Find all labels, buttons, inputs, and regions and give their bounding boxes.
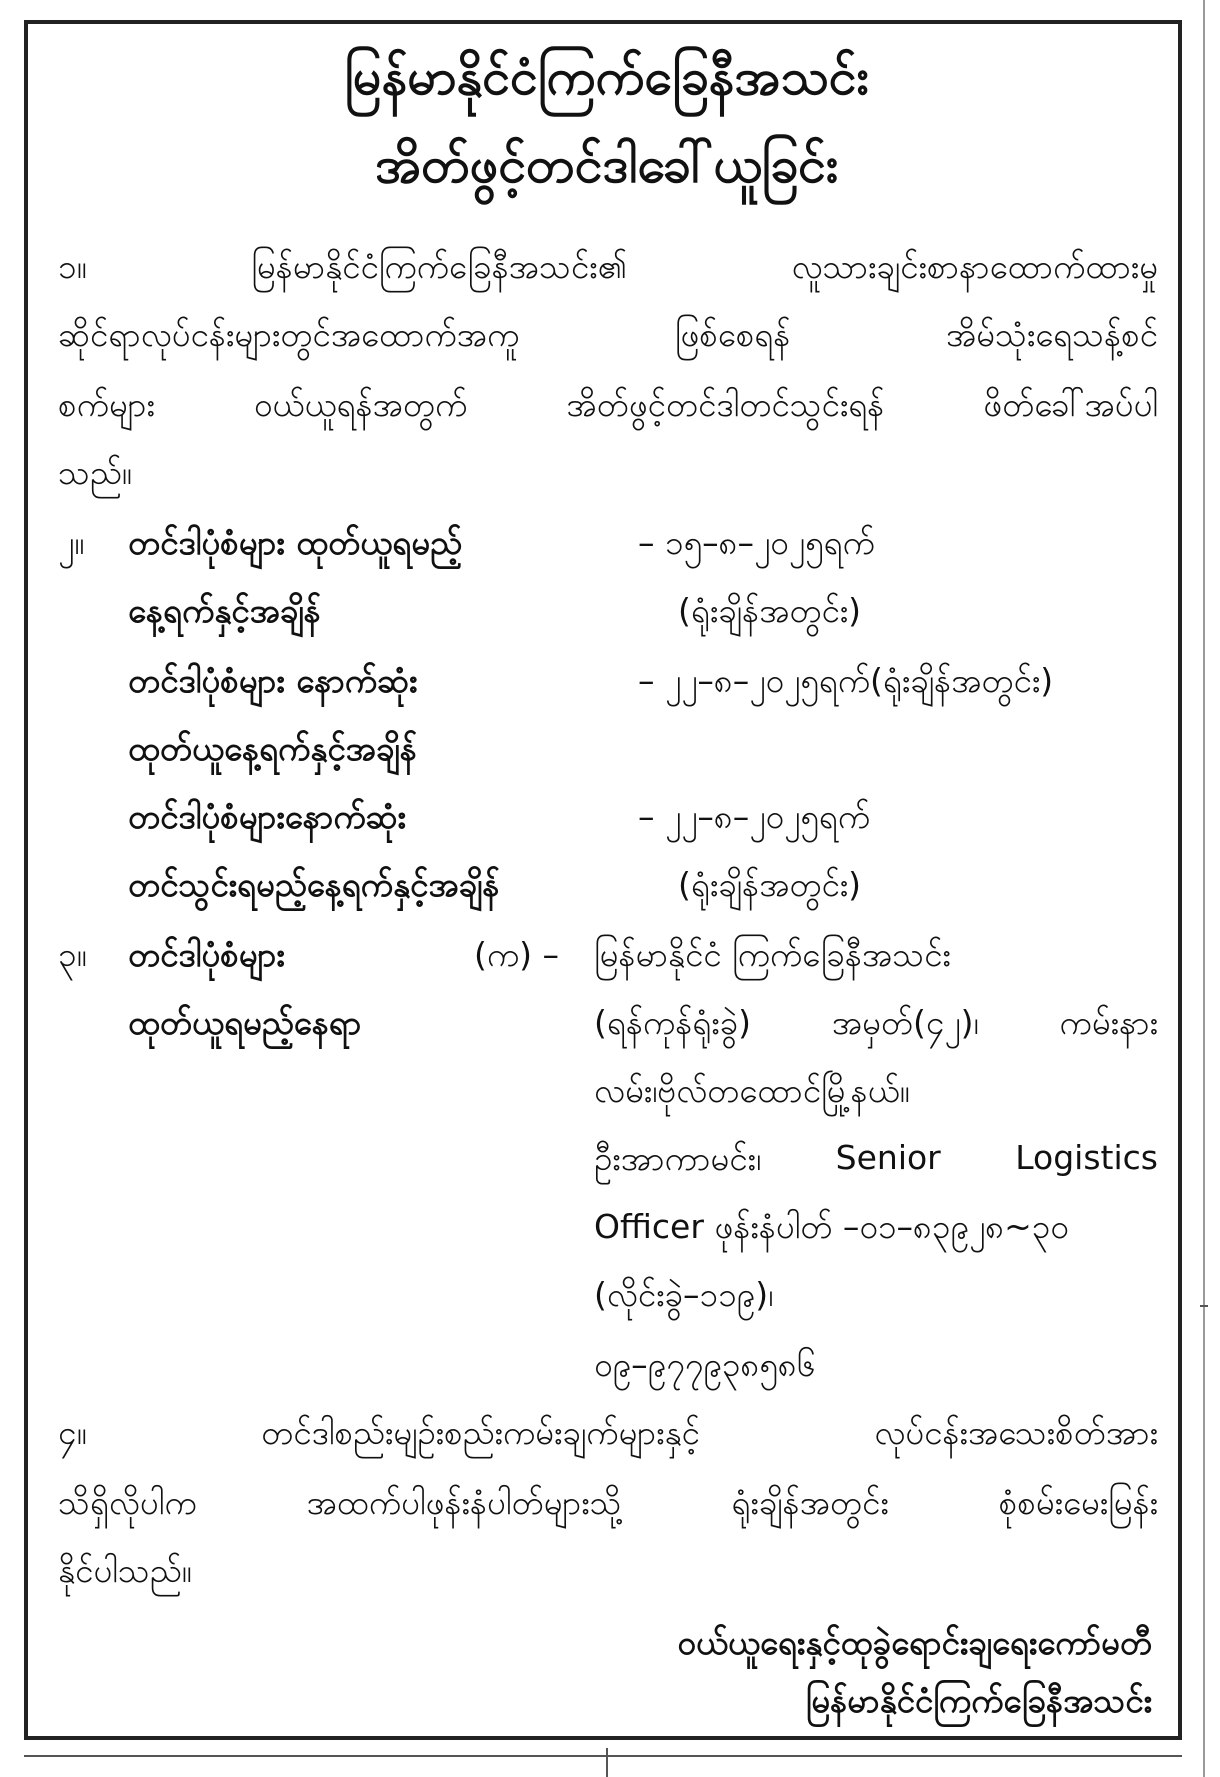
office-hours-note: (ရုံးချိန်အတွင်း): [678, 865, 862, 904]
word: လူသားချင်းစာနာထောက်ထားမှု: [791, 247, 1158, 286]
tender-form-issue-date: – ၁၅–၈–၂၀၂၅ရက်: [638, 523, 875, 562]
tender-form-issue-label: တင်ဒါပုံစံများ ထုတ်ယူရမည့်: [128, 523, 463, 562]
paragraph-number: ၄။: [58, 1413, 87, 1452]
address-line-2: [594, 1002, 1158, 1051]
contact-line-1: [594, 1138, 1158, 1187]
paragraph-4-line-1: [58, 1412, 1158, 1461]
notice-title-line2: အိတ်ဖွင့်တင်ဒါခေါ်ယူခြင်း: [375, 136, 839, 194]
word: မြန်မာနိုင်ငံကြက်ခြေနီအသင်း၏: [251, 247, 627, 286]
tender-submission-label: တင်ဒါပုံစံများနောက်ဆုံး: [128, 797, 406, 836]
paragraph-1-line-3: [58, 384, 1158, 433]
tender-form-last-issue-label-2: ထုတ်ယူနေ့ရက်နှင့်အချိန်: [128, 729, 417, 768]
tender-form-last-issue-date: – ၂၂–၈–၂၀၂၅ရက်(ရုံးချိန်အတွင်း): [638, 661, 1054, 700]
tender-form-last-issue-label: တင်ဒါပုံစံများ နောက်ဆုံး: [128, 661, 418, 700]
paragraph-3-number: ၃။: [58, 935, 87, 974]
word: Senior: [835, 1138, 941, 1177]
word: ဦးအာကာမင်း၊: [594, 1139, 762, 1178]
paragraph-number: ၁။: [58, 247, 87, 286]
committee-name: ဝယ်ယူရေးနှင့်ထုခွဲရောင်းချရေးကော်မတီ: [677, 1623, 1152, 1662]
word: ဖြစ်စေရန်: [674, 315, 791, 354]
bottom-rule: [24, 1755, 1182, 1757]
paragraph-1-line-4: သည်။: [58, 453, 132, 492]
office-hours-note: (ရုံးချိန်အတွင်း): [678, 591, 862, 630]
paragraph-1-line-2: [58, 314, 1158, 363]
contact-mobile: ၀၉–၉၇၇၉၃၈၅၈၆: [594, 1345, 816, 1384]
word: အမှတ်(၄၂)၊: [831, 1003, 979, 1042]
word: Logistics: [1015, 1138, 1158, 1177]
tender-form-issue-label-2: နေ့ရက်နှင့်အချိန်: [128, 591, 321, 630]
organization-name: မြန်မာနိုင်ငံကြက်ခြေနီအသင်း: [805, 1681, 1152, 1720]
paragraph-2-number: ၂။: [58, 523, 85, 562]
word: ဝယ်ယူရန်အတွက်: [253, 385, 468, 424]
paragraph-4-line-2: [58, 1482, 1158, 1531]
word: အိတ်ဖွင့်တင်ဒါတင်သွင်းရန်: [566, 385, 885, 424]
contact-phone-line: Officer ဖုန်းနံပါတ် –၀၁–၈၃၉၂၈~၃၀: [594, 1207, 1069, 1246]
contact-extension: (လိုင်းခွဲ–၁၁၉)၊: [594, 1275, 774, 1314]
tender-submission-date: – ၂၂–၈–၂၀၂၅ရက်: [638, 797, 871, 836]
word: စုံစမ်းမေးမြန်း: [998, 1483, 1158, 1522]
word: တင်ဒါစည်းမျဉ်းစည်းကမ်းချက်များနှင့်: [261, 1413, 700, 1452]
word: သိရှိလိုပါက: [58, 1483, 197, 1522]
word: ဖိတ်ခေါ်အပ်ပါ: [983, 385, 1158, 424]
notice-title-line1: မြန်မာနိုင်ငံကြက်ခြေနီအသင်း: [344, 48, 870, 106]
column-tick: [1200, 1305, 1208, 1307]
address-line-3: လမ်း၊ဗိုလ်တထောင်မြို့နယ်။: [594, 1071, 910, 1110]
paragraph-4-line-3: နိုင်ပါသည်။: [58, 1551, 192, 1590]
word: (ရန်ကုန်ရုံးခွဲ): [594, 1003, 752, 1042]
tender-submission-label-2: တင်သွင်းရမည့်နေ့ရက်နှင့်အချိန်: [128, 865, 500, 904]
collection-place-label: တင်ဒါပုံစံများ: [128, 935, 285, 974]
paragraph-1-line-1: [58, 246, 1158, 295]
address-line-1: မြန်မာနိုင်ငံ ကြက်ခြေနီအသင်း: [594, 935, 951, 974]
word: ရုံးချိန်အတွင်း: [731, 1483, 889, 1522]
collection-place-label-2: ထုတ်ယူရမည့်နေရာ: [128, 1003, 362, 1042]
bottom-tick: [606, 1748, 608, 1777]
word: အထက်ပါဖုန်းနံပါတ်များသို့: [306, 1483, 622, 1522]
word: လုပ်ငန်းအသေးစိတ်အား: [874, 1413, 1158, 1452]
word: စက်များ: [58, 385, 155, 424]
item-marker: (က) –: [474, 935, 560, 974]
notice-frame: [24, 20, 1182, 1740]
word: အိမ်သုံးရေသန့်စင်: [945, 315, 1158, 354]
column-divider: [1203, 0, 1205, 1777]
word: ကမ်းနား: [1059, 1003, 1158, 1042]
word: ဆိုင်ရာလုပ်ငန်းများတွင်အထောက်အကူ: [58, 315, 520, 354]
